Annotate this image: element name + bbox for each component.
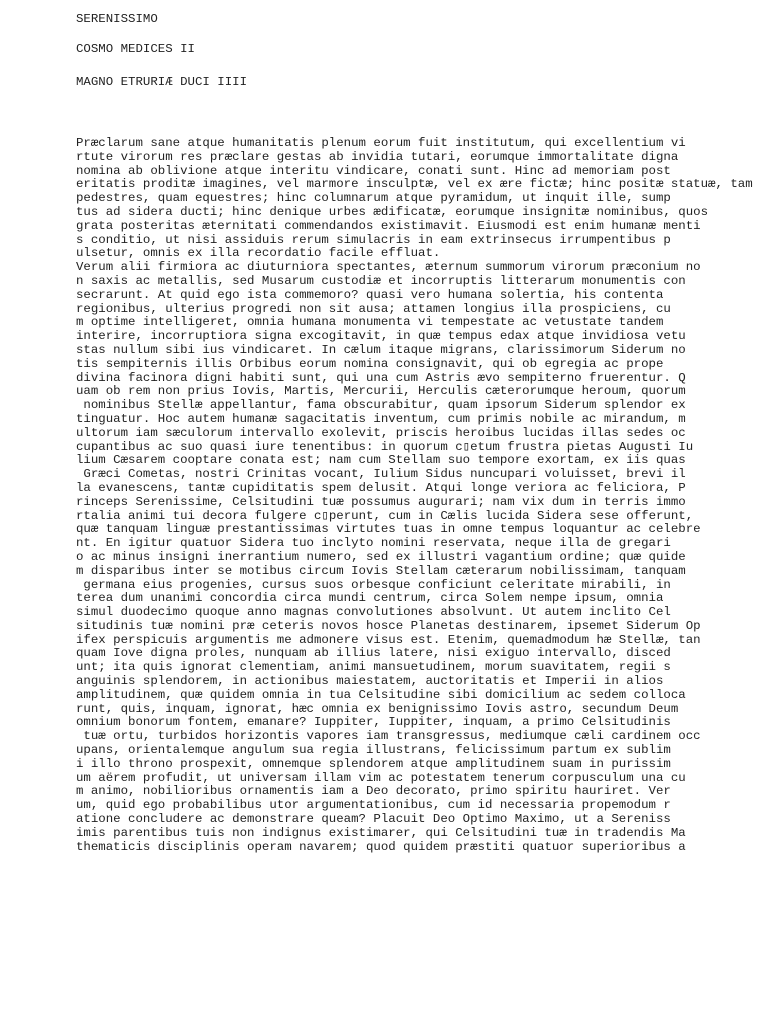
body-line: runt, quis, inquam, ignorat, hæc omnia ex benignissimo Iovis astro, secundum Deum [76, 701, 679, 716]
body-line: rtalia animi tui decora fulgere c▯perunt, cum in Cælis lucida Sidera sese offerunt, [76, 508, 694, 523]
body-line: Præclarum sane atque humanitatis plenum eorum fuit institutum, qui excellentium vi [76, 136, 686, 150]
body-line: anguinis splendorem, in actionibus maiestatem, auctoritatis et Imperii in alios [76, 674, 664, 689]
body-line: rtute virorum res præclare gestas ab invidia tutari, eorumque immortalitate digna [76, 149, 679, 164]
body-line: quam Iove digna proles, nunquam ab illius latere, nisi exiguo intervallo, disced [76, 646, 671, 661]
body-line: eritatis proditæ imagines, vel marmore insculptæ, vel ex ære fictæ; hinc positæ statuæ, tam [76, 177, 753, 192]
dedication-line-1: SERENISSIMO [76, 12, 158, 26]
body-line: Verum alii firmiora ac diuturniora spectantes, æternum summorum virorum præconium no [76, 260, 701, 275]
body-line: la evanescens, tantæ cupiditatis spem delusit. Atqui longe veriora ac feliciora, P [76, 480, 686, 495]
body-line: atione concludere ac demonstrare queam? Placuit Deo Optimo Maximo, ut a Sereniss [76, 812, 671, 827]
body-line: uam ob rem non prius Iovis, Martis, Mercurii, Herculis cæterorumque heroum, quorum [76, 384, 686, 399]
body-line: cupantibus ac suo quasi iure tenentibus: in quorum c▯etum frustra pietas Augusti Iu [76, 439, 694, 454]
body-line: situdinis tuæ nomini præ ceteris novos hosce Planetas destinarem, ipsemet Siderum Op [76, 618, 701, 633]
body-line: lium Cæsarem cooptare conata est; nam cum Stellam suo tempore exortam, ex iis quas [76, 453, 686, 468]
body-line: nominibus Stellæ appellantur, fama obscurabitur, quam ipsorum Siderum splendor ex [76, 398, 686, 413]
body-line: interire, incorruptiora signa excogitavit, in quæ tempus edax atque invidiosa vetu [76, 329, 686, 344]
body-line: m disparibus inter se motibus circum Iovis Stellam cæterarum nobilissimam, tanquam [76, 563, 686, 578]
body-line: grata posteritas æternitati commendandos existimavit. Eiusmodi est enim humanæ menti [76, 218, 701, 233]
body-line: ultorum iam sæculorum intervallo exolevit, priscis heroibus lucidas illas sedes oc [76, 425, 686, 440]
body-line: regionibus, ulterius progredi non sit ausa; attamen longius illa prospiciens, cu [76, 301, 671, 316]
body-line: nt. En igitur quatuor Sidera tuo inclyto nomini reservata, neque illa de gregari [76, 536, 671, 551]
body-line: ulsetur, omnis ex illa recordatio facile effluat. [76, 246, 441, 261]
body-line: unt; ita quis ignorat clementiam, animi mansuetudinem, morum suavitatem, regii s [76, 660, 671, 675]
body-line: amplitudinem, quæ quidem omnia in tua Celsitudine sibi domicilium ac sedem colloca [76, 687, 686, 702]
body-line: m animo, nobilioribus ornamentis iam a Deo decorato, primo spiritu hauriret. Ver [76, 784, 671, 799]
body-line: upans, orientalemque angulum sua regia illustrans, felicissimum partum ex sublim [76, 743, 671, 758]
body-line: o ac minus insigni inerrantium numero, sed ex illustri vagantium ordine; quæ quide [76, 549, 686, 564]
dedication-line-2: COSMO MEDICES II [76, 42, 195, 56]
body-line: i illo throno prospexit, omnemque splendorem atque amplitudinem suam in purissim [76, 756, 671, 771]
body-line: simul duodecimo quoque anno magnas convolutiones absolvunt. Ut autem inclito Cel [76, 605, 671, 620]
body-line: s conditio, ut nisi assiduis rerum simulacris in eam extrinsecus irrumpentibus p [76, 232, 671, 247]
body-line: quæ tanquam linguæ prestantissimas virtutes tuas in omne tempus loquantur ac celebre [76, 522, 701, 537]
body-line: tis sempiternis illis Orbibus eorum nomina consignavit, qui ob egregia ac prope [76, 356, 664, 371]
body-line: nomina ab oblivione atque interitu vindicare, conati sunt. Hinc ad memoriam post [76, 163, 671, 178]
body-line: Græci Cometas, nostri Crinitas vocant, Iulium Sidus nuncupari voluisset, brevi il [76, 467, 686, 482]
body-line: pedestres, quam equestres; hinc columnarum atque pyramidum, ut inquit ille, sump [76, 191, 671, 206]
body-line: thematicis disciplinis operam navarem; quod quidem præstiti quatuor superioribus a [76, 839, 686, 854]
body-line: ifex perspicuis argumentis me admonere visus est. Etenim, quemadmodum hæ Stellæ, tan [76, 632, 701, 647]
body-line: n saxis ac metallis, sed Musarum custodiæ et incorruptis litterarum monumentis con [76, 273, 686, 288]
dedication-line-3: MAGNO ETRURIÆ DUCI IIII [76, 75, 248, 89]
body-line: stas nullum sibi ius vindicaret. In cælum itaque migrans, clarissimorum Siderum no [76, 342, 686, 357]
body-line: rinceps Serenissime, Celsitudini tuæ possumus augurari; nam vix dum in terris immo [76, 494, 686, 509]
body-line: tuæ ortu, turbidos horizontis vapores iam transgressus, mediumque cæli cardinem occ [76, 729, 701, 744]
body-line: tus ad sidera ducti; hinc denique urbes ædificatæ, eorumque insignitæ nominibus, quos [76, 204, 709, 219]
body-line: tinguatur. Hoc autem humanæ sagacitatis inventum, cum primis nobile ac mirandum, m [76, 411, 686, 426]
body-line: omnium bonorum fontem, emanare? Iuppiter, Iuppiter, inquam, a primo Celsitudinis [76, 715, 671, 730]
body-line: m optime intelligeret, omnia humana monumenta vi tempestate ac vetustate tandem [76, 315, 664, 330]
body-line: terea dum unanimi concordia circa mundi centrum, circa Solem nempe ipsum, omnia [76, 591, 664, 606]
body-line: divina facinora digni habiti sunt, qui una cum Astris ævo sempiterno fruerentur. Q [76, 370, 686, 385]
body-line: um aërem profudit, ut universam illam vim ac potestatem tenerum corpusculum una cu [76, 770, 686, 785]
body-line: um, quid ego probabilibus utor argumentationibus, cum id necessaria propemodum r [76, 798, 671, 813]
body-line: imis parentibus tuis non indignus existimarer, qui Celsitudini tuæ in tradendis Ma [76, 825, 686, 840]
body-line: secrarunt. At quid ego ista commemoro? quasi vero humana solertia, his contenta [76, 287, 664, 302]
body-line: germana eius progenies, cursus suos orbesque conficiunt celeritate mirabili, in [76, 577, 671, 592]
dedication-body-text [76, 137, 766, 854]
